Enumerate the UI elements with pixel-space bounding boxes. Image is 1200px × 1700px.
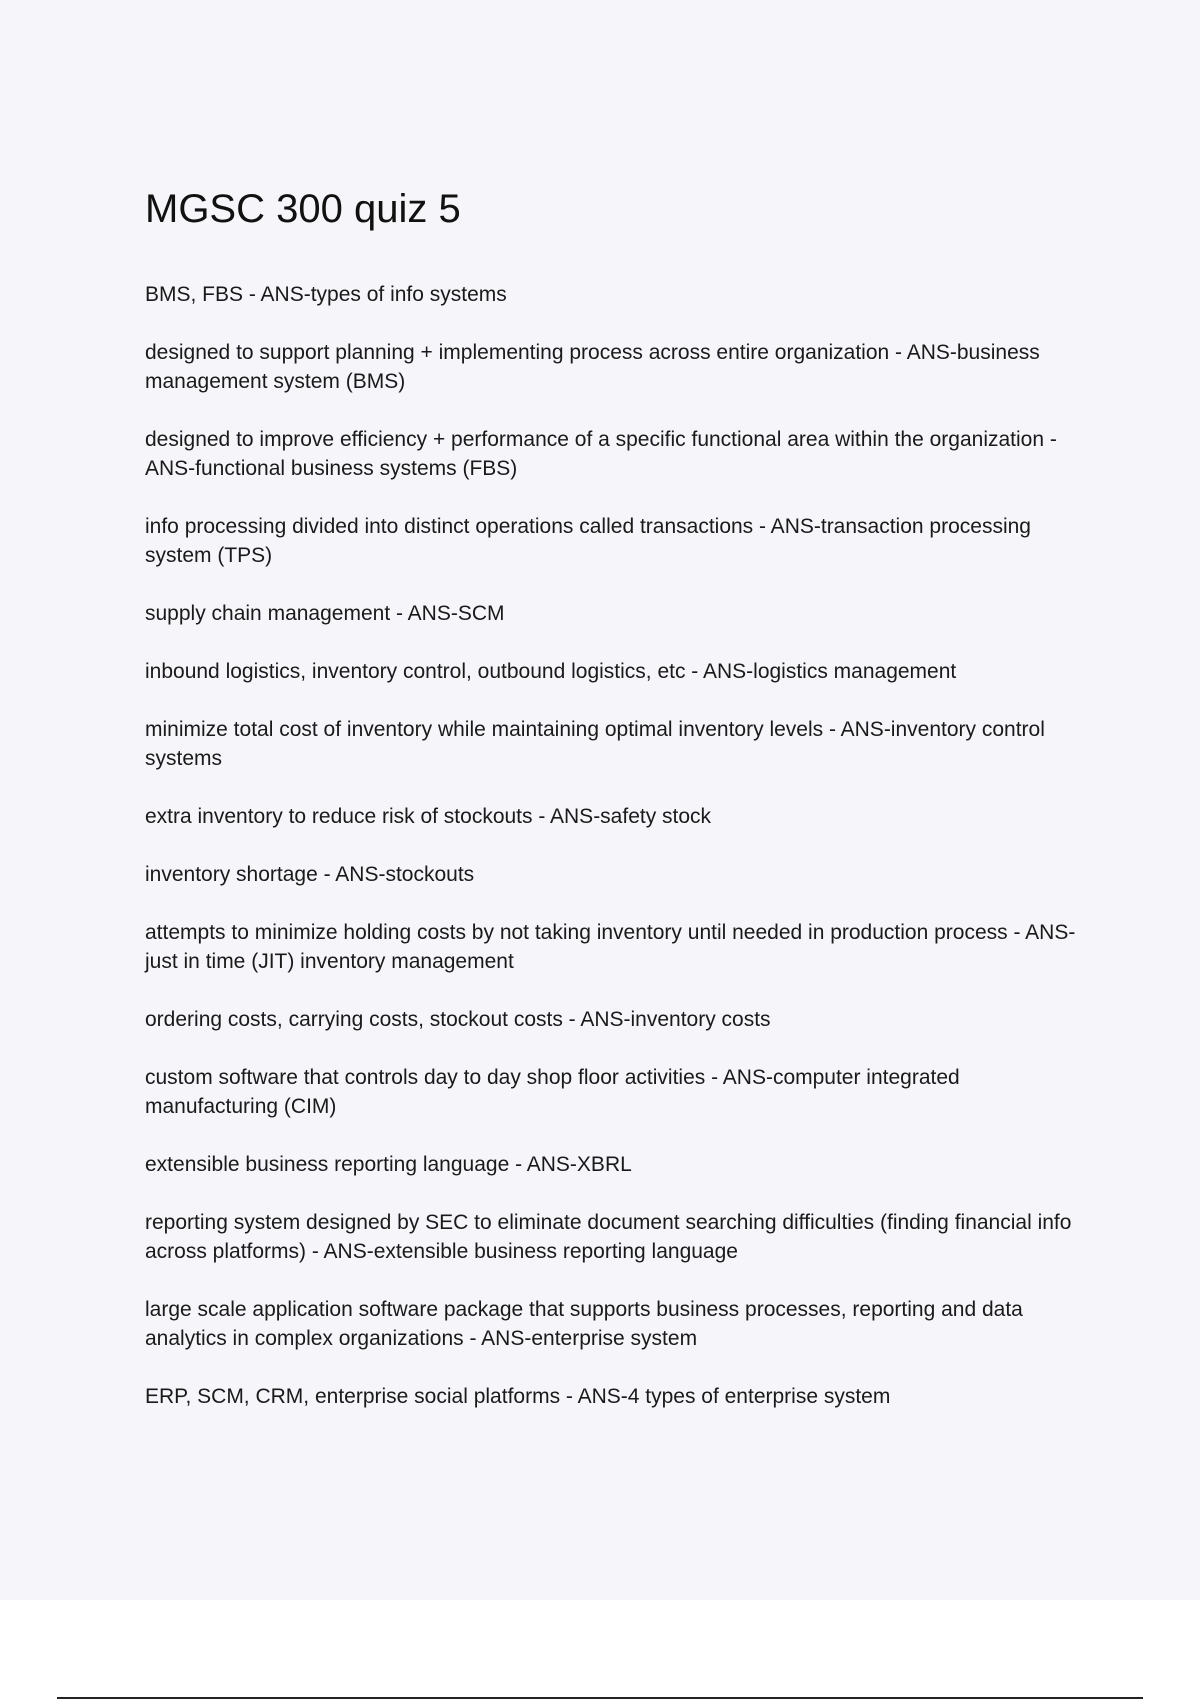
qa-item: reporting system designed by SEC to eliminate document searching difficulties (finding financial info across platforms) - ANS-extensible business reporting language [145,1211,1072,1263]
qa-list [145,280,1085,1411]
bottom-divider [57,1697,1143,1699]
qa-item: large scale application software package that supports business processes, reporting and data analytics in complex organizations - ANS-enterprise system [145,1298,1023,1350]
qa-item: extensible business reporting language - ANS-XBRL [145,1153,632,1176]
qa-item: inventory shortage - ANS-stockouts [145,863,475,886]
qa-item: designed to support planning + implementing process across entire organization - ANS-business management system (BMS) [145,341,1040,393]
document-content [145,182,1085,1440]
qa-item: info processing divided into distinct operations called transactions - ANS-transaction processing system (TPS) [145,515,1031,567]
document-title: MGSC 300 quiz 5 [145,187,461,231]
qa-item: attempts to minimize holding costs by not taking inventory until needed in production process - ANS-just in time (JIT) inventory management [145,921,1076,973]
qa-item: custom software that controls day to day shop floor activities - ANS-computer integrated manufacturing (CIM) [145,1066,960,1118]
qa-item: ERP, SCM, CRM, enterprise social platforms - ANS-4 types of enterprise system [145,1385,891,1408]
qa-item: BMS, FBS - ANS-types of info systems [145,283,507,306]
qa-item: minimize total cost of inventory while maintaining optimal inventory levels - ANS-inventory control systems [145,718,1045,770]
qa-item: designed to improve efficiency + performance of a specific functional area within the organization - ANS-functional business systems (FBS) [145,428,1057,480]
qa-item: inbound logistics, inventory control, outbound logistics, etc - ANS-logistics management [145,660,957,683]
qa-item: ordering costs, carrying costs, stockout costs - ANS-inventory costs [145,1008,771,1031]
qa-item: extra inventory to reduce risk of stockouts - ANS-safety stock [145,805,712,828]
qa-item: supply chain management - ANS-SCM [145,602,505,625]
